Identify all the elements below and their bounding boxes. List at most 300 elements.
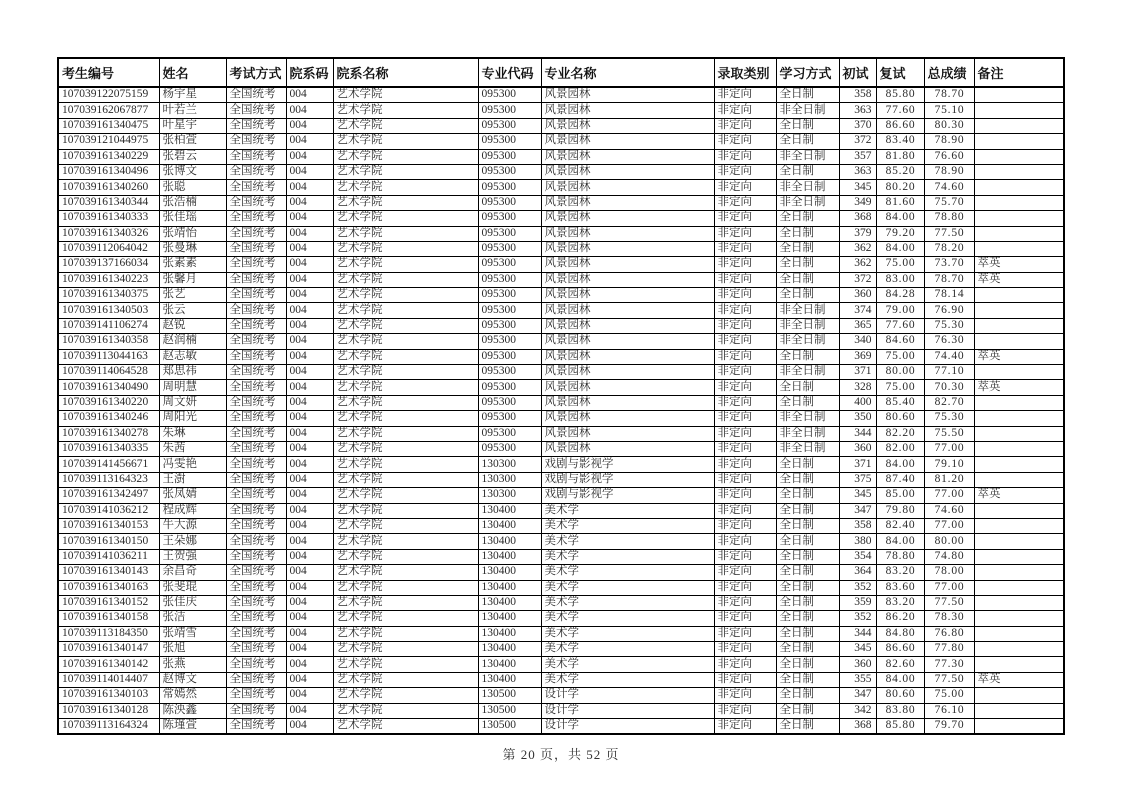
cell-admission-category: 非定向 xyxy=(714,503,776,518)
cell-dept-code: 004 xyxy=(286,211,333,226)
cell-total-score: 75.30 xyxy=(924,318,974,333)
cell-remark xyxy=(974,719,1064,735)
table-row xyxy=(58,211,1064,226)
cell-dept-name: 艺术学院 xyxy=(333,426,478,441)
cell-major-name: 风景园林 xyxy=(541,380,714,395)
column-header-major-code: 专业代码 xyxy=(478,58,541,87)
cell-candidate-id: 107039114064528 xyxy=(58,365,159,380)
cell-dept-code: 004 xyxy=(286,719,333,735)
cell-remark xyxy=(974,472,1064,487)
cell-candidate-id: 107039161340358 xyxy=(58,334,159,349)
cell-dept-name: 艺术学院 xyxy=(333,719,478,735)
cell-name: 张靖雪 xyxy=(159,626,226,641)
cell-admission-category: 非定向 xyxy=(714,411,776,426)
cell-admission-category: 非定向 xyxy=(714,703,776,718)
cell-initial-score: 352 xyxy=(839,580,876,595)
cell-candidate-id: 107039113164323 xyxy=(58,472,159,487)
cell-major-code: 095300 xyxy=(478,303,541,318)
table-row xyxy=(58,380,1064,395)
cell-dept-name: 艺术学院 xyxy=(333,318,478,333)
cell-major-code: 130400 xyxy=(478,642,541,657)
cell-admission-category: 非定向 xyxy=(714,272,776,287)
cell-retest-score: 83.20 xyxy=(876,565,924,580)
cell-remark xyxy=(974,657,1064,672)
cell-retest-score: 85.00 xyxy=(876,488,924,503)
cell-study-mode: 全日制 xyxy=(776,457,839,472)
cell-retest-score: 83.40 xyxy=(876,134,924,149)
cell-candidate-id: 107039161340496 xyxy=(58,164,159,179)
cell-study-mode: 非全日制 xyxy=(776,334,839,349)
cell-total-score: 75.70 xyxy=(924,195,974,210)
cell-retest-score: 80.00 xyxy=(876,365,924,380)
cell-major-code: 130400 xyxy=(478,503,541,518)
cell-study-mode: 非全日制 xyxy=(776,303,839,318)
cell-study-mode: 非全日制 xyxy=(776,426,839,441)
table-row xyxy=(58,565,1064,580)
cell-exam-method: 全国统考 xyxy=(226,426,286,441)
table-row xyxy=(58,503,1064,518)
cell-remark xyxy=(974,303,1064,318)
cell-retest-score: 81.60 xyxy=(876,195,924,210)
cell-name: 张曼琳 xyxy=(159,241,226,256)
cell-initial-score: 352 xyxy=(839,611,876,626)
cell-major-name: 风景园林 xyxy=(541,87,714,103)
cell-exam-method: 全国统考 xyxy=(226,380,286,395)
cell-initial-score: 400 xyxy=(839,395,876,410)
cell-dept-name: 艺术学院 xyxy=(333,503,478,518)
cell-exam-method: 全国统考 xyxy=(226,134,286,149)
cell-name: 郑思祎 xyxy=(159,365,226,380)
table-row xyxy=(58,395,1064,410)
cell-remark: 萃英 xyxy=(974,672,1064,687)
cell-dept-name: 艺术学院 xyxy=(333,349,478,364)
cell-study-mode: 全日制 xyxy=(776,118,839,133)
cell-remark xyxy=(974,688,1064,703)
cell-major-code: 095300 xyxy=(478,441,541,456)
cell-major-name: 风景园林 xyxy=(541,334,714,349)
cell-remark xyxy=(974,626,1064,641)
cell-initial-score: 344 xyxy=(839,426,876,441)
cell-dept-name: 艺术学院 xyxy=(333,288,478,303)
cell-retest-score: 75.00 xyxy=(876,380,924,395)
cell-remark xyxy=(974,595,1064,610)
cell-exam-method: 全国统考 xyxy=(226,595,286,610)
cell-retest-score: 75.00 xyxy=(876,257,924,272)
cell-major-name: 美术学 xyxy=(541,657,714,672)
cell-name: 张博文 xyxy=(159,164,226,179)
cell-candidate-id: 107039161340503 xyxy=(58,303,159,318)
cell-dept-code: 004 xyxy=(286,195,333,210)
cell-total-score: 70.30 xyxy=(924,380,974,395)
cell-retest-score: 82.00 xyxy=(876,441,924,456)
cell-study-mode: 全日制 xyxy=(776,472,839,487)
cell-major-name: 风景园林 xyxy=(541,226,714,241)
cell-study-mode: 全日制 xyxy=(776,164,839,179)
cell-major-code: 095300 xyxy=(478,288,541,303)
cell-initial-score: 347 xyxy=(839,688,876,703)
cell-major-code: 095300 xyxy=(478,318,541,333)
table-row xyxy=(58,349,1064,364)
cell-remark xyxy=(974,565,1064,580)
cell-admission-category: 非定向 xyxy=(714,349,776,364)
column-header-name: 姓名 xyxy=(159,58,226,87)
table-row xyxy=(58,303,1064,318)
cell-retest-score: 85.20 xyxy=(876,164,924,179)
cell-remark xyxy=(974,211,1064,226)
table-row xyxy=(58,149,1064,164)
cell-retest-score: 81.80 xyxy=(876,149,924,164)
cell-remark: 萃英 xyxy=(974,272,1064,287)
cell-candidate-id: 107039161340153 xyxy=(58,518,159,533)
cell-study-mode: 全日制 xyxy=(776,565,839,580)
table-row xyxy=(58,411,1064,426)
cell-candidate-id: 107039114014407 xyxy=(58,672,159,687)
cell-retest-score: 83.20 xyxy=(876,595,924,610)
cell-admission-category: 非定向 xyxy=(714,488,776,503)
cell-remark: 萃英 xyxy=(974,380,1064,395)
cell-candidate-id: 107039161340220 xyxy=(58,395,159,410)
cell-major-name: 美术学 xyxy=(541,565,714,580)
cell-study-mode: 全日制 xyxy=(776,595,839,610)
cell-retest-score: 85.40 xyxy=(876,395,924,410)
cell-initial-score: 362 xyxy=(839,241,876,256)
cell-study-mode: 全日制 xyxy=(776,672,839,687)
cell-initial-score: 365 xyxy=(839,318,876,333)
cell-dept-code: 004 xyxy=(286,534,333,549)
cell-dept-name: 艺术学院 xyxy=(333,195,478,210)
cell-candidate-id: 107039137166034 xyxy=(58,257,159,272)
table-row xyxy=(58,241,1064,256)
cell-dept-name: 艺术学院 xyxy=(333,657,478,672)
cell-dept-name: 艺术学院 xyxy=(333,226,478,241)
cell-candidate-id: 107039162067877 xyxy=(58,103,159,118)
cell-total-score: 78.20 xyxy=(924,241,974,256)
cell-study-mode: 全日制 xyxy=(776,518,839,533)
cell-candidate-id: 107039112064042 xyxy=(58,241,159,256)
cell-retest-score: 77.60 xyxy=(876,318,924,333)
cell-exam-method: 全国统考 xyxy=(226,626,286,641)
cell-dept-code: 004 xyxy=(286,349,333,364)
cell-major-code: 095300 xyxy=(478,426,541,441)
cell-exam-method: 全国统考 xyxy=(226,349,286,364)
cell-total-score: 80.30 xyxy=(924,118,974,133)
cell-total-score: 79.70 xyxy=(924,719,974,735)
cell-remark xyxy=(974,149,1064,164)
cell-initial-score: 358 xyxy=(839,518,876,533)
cell-exam-method: 全国统考 xyxy=(226,534,286,549)
cell-major-name: 美术学 xyxy=(541,503,714,518)
cell-candidate-id: 107039161340326 xyxy=(58,226,159,241)
cell-initial-score: 350 xyxy=(839,411,876,426)
cell-admission-category: 非定向 xyxy=(714,149,776,164)
cell-admission-category: 非定向 xyxy=(714,426,776,441)
column-header-initial-score: 初试 xyxy=(839,58,876,87)
cell-dept-code: 004 xyxy=(286,411,333,426)
cell-candidate-id: 107039161340475 xyxy=(58,118,159,133)
table-row xyxy=(58,226,1064,241)
cell-retest-score: 83.80 xyxy=(876,703,924,718)
cell-retest-score: 84.00 xyxy=(876,672,924,687)
cell-major-name: 风景园林 xyxy=(541,349,714,364)
cell-exam-method: 全国统考 xyxy=(226,118,286,133)
cell-exam-method: 全国统考 xyxy=(226,272,286,287)
cell-admission-category: 非定向 xyxy=(714,688,776,703)
cell-study-mode: 全日制 xyxy=(776,380,839,395)
cell-retest-score: 84.00 xyxy=(876,457,924,472)
cell-candidate-id: 107039161340158 xyxy=(58,611,159,626)
cell-name: 赵博文 xyxy=(159,672,226,687)
cell-remark: 萃英 xyxy=(974,257,1064,272)
cell-dept-name: 艺术学院 xyxy=(333,211,478,226)
cell-admission-category: 非定向 xyxy=(714,195,776,210)
cell-retest-score: 84.60 xyxy=(876,334,924,349)
cell-total-score: 77.10 xyxy=(924,365,974,380)
cell-total-score: 78.30 xyxy=(924,611,974,626)
cell-total-score: 78.90 xyxy=(924,164,974,179)
cell-name: 张碧云 xyxy=(159,149,226,164)
cell-admission-category: 非定向 xyxy=(714,211,776,226)
cell-total-score: 80.00 xyxy=(924,534,974,549)
cell-name: 周文妍 xyxy=(159,395,226,410)
cell-major-code: 095300 xyxy=(478,180,541,195)
cell-exam-method: 全国统考 xyxy=(226,549,286,564)
cell-dept-code: 004 xyxy=(286,288,333,303)
table-row xyxy=(58,180,1064,195)
cell-major-code: 130300 xyxy=(478,457,541,472)
column-header-exam-method: 考试方式 xyxy=(226,58,286,87)
cell-major-name: 美术学 xyxy=(541,549,714,564)
cell-major-code: 095300 xyxy=(478,411,541,426)
cell-dept-code: 004 xyxy=(286,241,333,256)
cell-exam-method: 全国统考 xyxy=(226,672,286,687)
cell-exam-method: 全国统考 xyxy=(226,288,286,303)
cell-retest-score: 83.00 xyxy=(876,272,924,287)
cell-remark xyxy=(974,241,1064,256)
cell-remark xyxy=(974,134,1064,149)
cell-initial-score: 345 xyxy=(839,642,876,657)
cell-dept-name: 艺术学院 xyxy=(333,118,478,133)
cell-admission-category: 非定向 xyxy=(714,164,776,179)
cell-dept-name: 艺术学院 xyxy=(333,595,478,610)
cell-name: 张燕 xyxy=(159,657,226,672)
cell-exam-method: 全国统考 xyxy=(226,488,286,503)
cell-remark xyxy=(974,580,1064,595)
cell-total-score: 76.60 xyxy=(924,149,974,164)
cell-retest-score: 79.20 xyxy=(876,226,924,241)
cell-total-score: 77.50 xyxy=(924,595,974,610)
cell-major-name: 美术学 xyxy=(541,642,714,657)
cell-retest-score: 82.40 xyxy=(876,518,924,533)
cell-major-name: 风景园林 xyxy=(541,149,714,164)
cell-candidate-id: 107039161340490 xyxy=(58,380,159,395)
cell-study-mode: 全日制 xyxy=(776,657,839,672)
table-row xyxy=(58,549,1064,564)
cell-major-name: 风景园林 xyxy=(541,103,714,118)
cell-candidate-id: 107039141036212 xyxy=(58,503,159,518)
cell-study-mode: 非全日制 xyxy=(776,149,839,164)
cell-remark: 萃英 xyxy=(974,488,1064,503)
cell-major-name: 风景园林 xyxy=(541,195,714,210)
cell-total-score: 74.80 xyxy=(924,549,974,564)
cell-name: 赵锐 xyxy=(159,318,226,333)
table-row xyxy=(58,580,1064,595)
cell-name: 叶星宇 xyxy=(159,118,226,133)
cell-study-mode: 全日制 xyxy=(776,611,839,626)
cell-total-score: 73.70 xyxy=(924,257,974,272)
cell-remark xyxy=(974,87,1064,103)
cell-dept-name: 艺术学院 xyxy=(333,703,478,718)
column-header-total-score: 总成绩 xyxy=(924,58,974,87)
cell-major-name: 风景园林 xyxy=(541,318,714,333)
cell-study-mode: 全日制 xyxy=(776,241,839,256)
cell-candidate-id: 107039161340143 xyxy=(58,565,159,580)
cell-dept-code: 004 xyxy=(286,657,333,672)
cell-candidate-id: 107039161340278 xyxy=(58,426,159,441)
cell-remark xyxy=(974,534,1064,549)
cell-exam-method: 全国统考 xyxy=(226,688,286,703)
cell-dept-code: 004 xyxy=(286,272,333,287)
cell-major-code: 130400 xyxy=(478,518,541,533)
cell-remark xyxy=(974,703,1064,718)
cell-major-code: 095300 xyxy=(478,241,541,256)
cell-exam-method: 全国统考 xyxy=(226,457,286,472)
cell-major-code: 095300 xyxy=(478,334,541,349)
cell-dept-name: 艺术学院 xyxy=(333,549,478,564)
cell-dept-name: 艺术学院 xyxy=(333,272,478,287)
cell-study-mode: 全日制 xyxy=(776,626,839,641)
cell-initial-score: 369 xyxy=(839,349,876,364)
cell-dept-name: 艺术学院 xyxy=(333,457,478,472)
cell-admission-category: 非定向 xyxy=(714,226,776,241)
table-row xyxy=(58,518,1064,533)
cell-remark xyxy=(974,334,1064,349)
cell-dept-code: 004 xyxy=(286,365,333,380)
cell-exam-method: 全国统考 xyxy=(226,518,286,533)
cell-major-code: 095300 xyxy=(478,134,541,149)
table-body xyxy=(58,87,1064,734)
cell-name: 常嫣然 xyxy=(159,688,226,703)
column-header-dept-code: 院系码 xyxy=(286,58,333,87)
cell-admission-category: 非定向 xyxy=(714,380,776,395)
cell-major-code: 095300 xyxy=(478,211,541,226)
cell-admission-category: 非定向 xyxy=(714,288,776,303)
cell-remark xyxy=(974,365,1064,380)
cell-name: 张斐琨 xyxy=(159,580,226,595)
cell-admission-category: 非定向 xyxy=(714,118,776,133)
cell-remark xyxy=(974,518,1064,533)
table-row xyxy=(58,288,1064,303)
page-footer: 第 20 页，共 52 页 xyxy=(502,747,620,762)
cell-total-score: 78.70 xyxy=(924,272,974,287)
cell-candidate-id: 107039161340152 xyxy=(58,595,159,610)
cell-candidate-id: 107039161340260 xyxy=(58,180,159,195)
cell-study-mode: 非全日制 xyxy=(776,365,839,380)
table-row xyxy=(58,657,1064,672)
cell-remark xyxy=(974,611,1064,626)
table-row xyxy=(58,488,1064,503)
cell-dept-code: 004 xyxy=(286,380,333,395)
cell-initial-score: 354 xyxy=(839,549,876,564)
cell-initial-score: 359 xyxy=(839,595,876,610)
cell-admission-category: 非定向 xyxy=(714,719,776,735)
cell-total-score: 77.50 xyxy=(924,226,974,241)
cell-study-mode: 非全日制 xyxy=(776,180,839,195)
cell-dept-name: 艺术学院 xyxy=(333,441,478,456)
cell-total-score: 77.50 xyxy=(924,672,974,687)
cell-major-name: 风景园林 xyxy=(541,426,714,441)
cell-name: 朱琳 xyxy=(159,426,226,441)
cell-study-mode: 非全日制 xyxy=(776,195,839,210)
cell-initial-score: 344 xyxy=(839,626,876,641)
cell-retest-score: 80.20 xyxy=(876,180,924,195)
cell-dept-code: 004 xyxy=(286,688,333,703)
cell-candidate-id: 107039141036211 xyxy=(58,549,159,564)
cell-name: 赵志敏 xyxy=(159,349,226,364)
cell-major-code: 095300 xyxy=(478,103,541,118)
cell-initial-score: 360 xyxy=(839,441,876,456)
cell-admission-category: 非定向 xyxy=(714,595,776,610)
cell-total-score: 75.30 xyxy=(924,411,974,426)
cell-candidate-id: 107039161340375 xyxy=(58,288,159,303)
table-row xyxy=(58,688,1064,703)
cell-dept-code: 004 xyxy=(286,395,333,410)
cell-total-score: 75.10 xyxy=(924,103,974,118)
cell-retest-score: 86.60 xyxy=(876,642,924,657)
cell-major-code: 130500 xyxy=(478,703,541,718)
cell-major-code: 130400 xyxy=(478,657,541,672)
cell-remark xyxy=(974,503,1064,518)
cell-exam-method: 全国统考 xyxy=(226,241,286,256)
cell-dept-code: 004 xyxy=(286,457,333,472)
cell-major-code: 095300 xyxy=(478,272,541,287)
cell-total-score: 77.00 xyxy=(924,441,974,456)
cell-exam-method: 全国统考 xyxy=(226,411,286,426)
cell-candidate-id: 107039141456671 xyxy=(58,457,159,472)
cell-initial-score: 358 xyxy=(839,87,876,103)
cell-name: 张浩楠 xyxy=(159,195,226,210)
cell-major-code: 130300 xyxy=(478,488,541,503)
table-row xyxy=(58,595,1064,610)
column-header-dept-name: 院系名称 xyxy=(333,58,478,87)
cell-study-mode: 全日制 xyxy=(776,257,839,272)
cell-study-mode: 全日制 xyxy=(776,272,839,287)
cell-major-code: 095300 xyxy=(478,226,541,241)
cell-name: 杨宇星 xyxy=(159,87,226,103)
table-row xyxy=(58,272,1064,287)
cell-retest-score: 79.00 xyxy=(876,303,924,318)
cell-initial-score: 345 xyxy=(839,180,876,195)
cell-candidate-id: 107039161340335 xyxy=(58,441,159,456)
cell-remark xyxy=(974,395,1064,410)
cell-candidate-id: 107039161340246 xyxy=(58,411,159,426)
cell-retest-score: 85.80 xyxy=(876,87,924,103)
cell-exam-method: 全国统考 xyxy=(226,395,286,410)
cell-admission-category: 非定向 xyxy=(714,642,776,657)
cell-dept-code: 004 xyxy=(286,226,333,241)
cell-dept-code: 004 xyxy=(286,580,333,595)
cell-name: 张旭 xyxy=(159,642,226,657)
cell-major-name: 风景园林 xyxy=(541,441,714,456)
cell-exam-method: 全国统考 xyxy=(226,103,286,118)
cell-name: 王朵娜 xyxy=(159,534,226,549)
cell-dept-code: 004 xyxy=(286,626,333,641)
cell-total-score: 76.90 xyxy=(924,303,974,318)
cell-major-code: 095300 xyxy=(478,164,541,179)
cell-admission-category: 非定向 xyxy=(714,549,776,564)
cell-admission-category: 非定向 xyxy=(714,611,776,626)
cell-name: 叶若兰 xyxy=(159,103,226,118)
cell-exam-method: 全国统考 xyxy=(226,318,286,333)
